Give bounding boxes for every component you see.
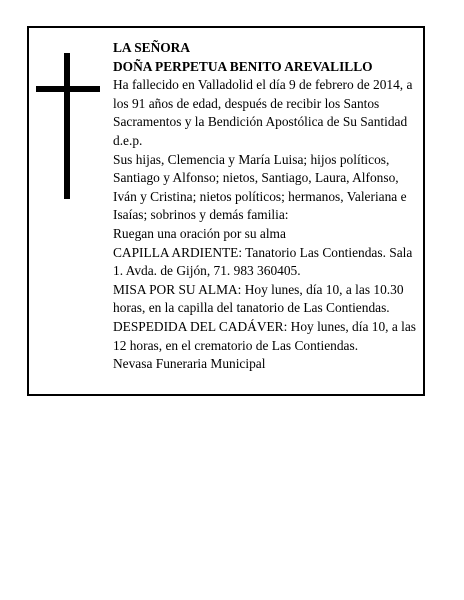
- mass-info: MISA POR SU ALMA: Hoy lunes, día 10, a las 10.30 horas, en la capilla del tanatorio de Las Contiendas.: [113, 281, 404, 316]
- chapel-info: CAPILLA ARDIENTE: Tanatorio Las Contiendas. Sala 1. Avda. de Gijón, 71. 983 360405.: [113, 244, 413, 279]
- family-list: Sus hijas, Clemencia y María Luisa; hijos políticos, Santiago y Alfonso; nietos, Santiago, Laura, Alfonso, Iván y Cristina; nietos políticos; hermanos, Valeriana e Isaías; sobrinos y demás familia:: [113, 151, 407, 223]
- prayer-request: Ruegan una oración por su alma: [113, 225, 286, 241]
- notice-title: LA SEÑORA: [113, 40, 191, 55]
- funeral-home: Nevasa Funeraria Municipal: [113, 356, 266, 372]
- cross-icon: [36, 53, 100, 199]
- cross-horizontal-bar: [36, 86, 100, 92]
- farewell-info: DESPEDIDA DEL CADÁVER: Hoy lunes, día 10, a las 12 horas, en el crematorio de Las Contiendas.: [113, 318, 417, 353]
- obituary-text: [113, 39, 425, 374]
- cross-vertical-bar: [64, 53, 70, 199]
- deceased-name: DOÑA PERPETUA BENITO AREVALILLO: [113, 58, 373, 74]
- death-announcement: Ha fallecido en Valladolid el día 9 de febrero de 2014, a los 91 años de edad, después de recibir los Santos Sacramentos y la Bendición Apostólica de Su Santidad d.e.p.: [113, 77, 413, 148]
